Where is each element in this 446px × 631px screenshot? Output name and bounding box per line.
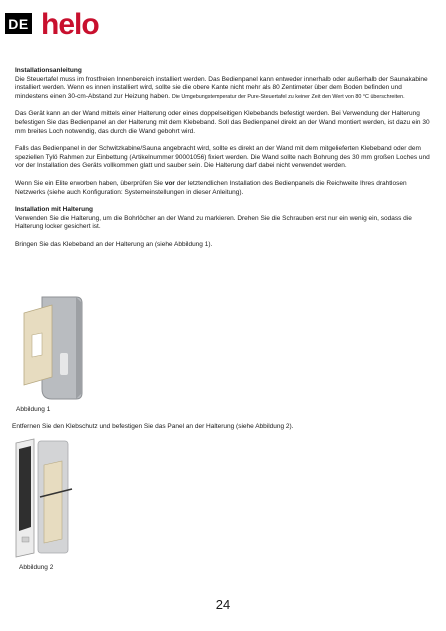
adhesive-tape-2 [44,461,62,543]
figure-1-illustration [22,293,92,403]
helo-logo: helo [41,8,99,41]
paragraph-frost-free [15,76,435,102]
paragraph-sauna-mounting: Falls das Bedienpanel in der Schwitzkabine/Sauna angebracht wird, sollte es direkt an der Wand mit dem mitgelieferten Klebeband oder dem speziellen Tylö Rahmen zur Einbettung (Artikelnummer 90001056) fixiert werden. Die Wand sollte nach Bohrung des 30 mm großen Loches und vor der Installation des Geräts vollkommen glatt und sauber sein. Die Halterung darf dabei nicht verwendet werden. [15,145,430,170]
paragraph-temperature-note: Die Umgebungstemperatur der Pure-Steuertafel zu keiner Zeit den Wert von 80 °C überschreiten. [171,93,405,100]
paragraph-mounting-options: Das Gerät kann an der Wand mittels einer Halterung oder eines doppelseitigen Klebebands befestigt werden. Bei Verwendung der Halterung befestigen Sie das Bedienpanel an der Halterung mit dem Klebeband. Soll das Bedienpanel direkt an der Wand montiert werden, ist dazu ein 30 mm breites Loch notwendig, das durch die Wand gebohrt wird. [15,110,430,135]
mount-heading: Installation mit Halterung [15,206,94,214]
paragraph-attach-tape: Bringen Sie das Klebeband an der Halterung an (siehe Abbildung 1). [15,240,213,248]
document-body [15,67,435,259]
paragraph-elite-bold: vor [164,179,175,187]
figure-1-caption: Abbildung 1 [16,406,51,413]
figure-2-illustration [14,435,74,561]
paragraph-mark-holes: Verwenden Sie die Halterung, um die Bohrlöcher an der Wand zu markieren. Drehen Sie die Schrauben erst nur ein wenig ein, sodass die Halterung locker gesichert ist. [15,214,412,231]
paragraph-elite-post: der letztendlichen Installation des Bedienpanels die Reichweite Ihres drahtlosen Netzwerks (siehe auch Konfiguration: Systemeinstellungen in dieser Anleitung). [15,179,407,196]
installation-heading: Installationsanleitung [15,67,82,74]
figure-2-caption: Abbildung 2 [19,564,54,571]
adhesive-tape-cutout [32,333,42,357]
paragraph-frost-free-main: Die Steuertafel muss im frostfreien Innenbereich installiert werden. Das Bedienpanel kann entweder innerhalb oder außerhalb der Saunakabine installiert werden. Wenn es innen installiert wird, sollte sie die obere Kante nicht mehr als 80 Zentimeter über dem Boden befinden und mindestens einen 30-cm-Abstand zur Heizung haben. [15,75,428,100]
page-number: 24 [215,597,231,612]
paragraph-elite-pre: Wenn Sie ein Elite erworben haben, überprüfen Sie [15,179,165,187]
paragraph-elite-wifi [15,180,435,197]
language-badge: DE [5,13,32,34]
paragraph-attach-panel: Entfernen Sie den Klebschutz und befestigen Sie das Panel an der Halterung (siehe Abbildung 2). [12,423,294,430]
holder-slot [60,353,68,375]
holder-bracket-side [76,297,82,399]
control-panel-screen [19,446,31,531]
control-panel-button [22,537,29,542]
